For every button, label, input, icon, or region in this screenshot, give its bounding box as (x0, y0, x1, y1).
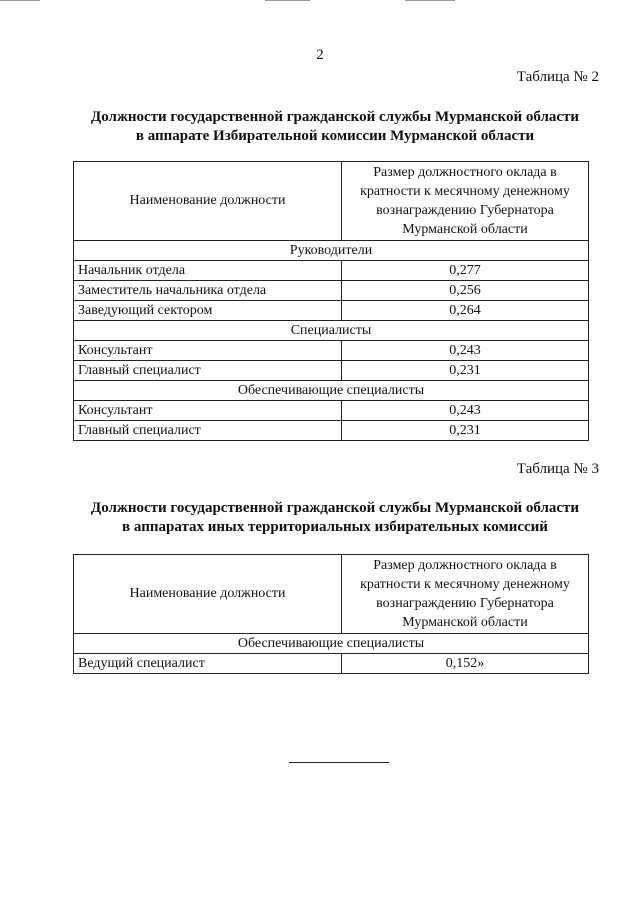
table3-label: Таблица № 3 (516, 461, 599, 477)
position-cell: Заведующий сектором (74, 301, 342, 321)
table-header-row (74, 162, 589, 241)
position-cell: Консультант (74, 341, 342, 361)
table2-header-salary: Размер должностного оклада в кратности к месячному денежному вознаграждению Губернатора Мурманской области (342, 162, 589, 241)
page-number: 2 (316, 47, 324, 63)
top-edge-mark-middle (265, 0, 310, 1)
table-row (74, 301, 589, 321)
table3-header-position: Наименование должности (74, 555, 342, 634)
position-cell: Главный специалист (74, 421, 342, 441)
table3-title-line2: в аппаратах иных территориальных избирательных комиссий (122, 519, 548, 535)
value-cell: 0,243 (342, 341, 589, 361)
table-row (74, 421, 589, 441)
table2-label: Таблица № 2 (516, 69, 599, 85)
table2-group-support-specialists: Обеспечивающие специалисты (74, 381, 589, 401)
top-edge-mark-right (405, 0, 455, 1)
table-header-row (74, 555, 589, 634)
table3-title (40, 499, 630, 537)
table2 (73, 161, 589, 441)
position-cell: Консультант (74, 401, 342, 421)
table-row (74, 361, 589, 381)
table-group-row (74, 321, 589, 341)
position-cell: Заместитель начальника отдела (74, 281, 342, 301)
table-group-row (74, 634, 589, 654)
table3-header-salary: Размер должностного оклада в кратности к месячному денежному вознаграждению Губернатора Мурманской области (342, 555, 589, 634)
table2-title (40, 108, 630, 146)
table2-header-position: Наименование должности (74, 162, 342, 241)
position-cell: Главный специалист (74, 361, 342, 381)
table-group-row (74, 241, 589, 261)
table-row (74, 654, 589, 674)
table2-group-specialists: Специалисты (74, 321, 589, 341)
end-of-document-rule (289, 762, 389, 763)
table-row (74, 341, 589, 361)
table2-title-line1: Должности государственной гражданской службы Мурманской области (90, 109, 580, 125)
position-cell: Начальник отдела (74, 261, 342, 281)
value-cell: 0,264 (342, 301, 589, 321)
value-cell: 0,277 (342, 261, 589, 281)
value-cell: 0,243 (342, 401, 589, 421)
value-cell: 0,256 (342, 281, 589, 301)
table-group-row (74, 381, 589, 401)
table-row (74, 401, 589, 421)
table2-title-line2: в аппарате Избирательной комиссии Мурманской области (135, 128, 535, 144)
top-edge-mark-left (0, 0, 40, 1)
table3-group-support-specialists: Обеспечивающие специалисты (74, 634, 589, 654)
table-row (74, 261, 589, 281)
value-cell: 0,152» (342, 654, 589, 674)
table3 (73, 554, 589, 674)
value-cell: 0,231 (342, 361, 589, 381)
table2-group-leaders: Руководители (74, 241, 589, 261)
value-cell: 0,231 (342, 421, 589, 441)
table3-title-line1: Должности государственной гражданской службы Мурманской области (90, 500, 580, 516)
table-row (74, 281, 589, 301)
position-cell: Ведущий специалист (74, 654, 342, 674)
